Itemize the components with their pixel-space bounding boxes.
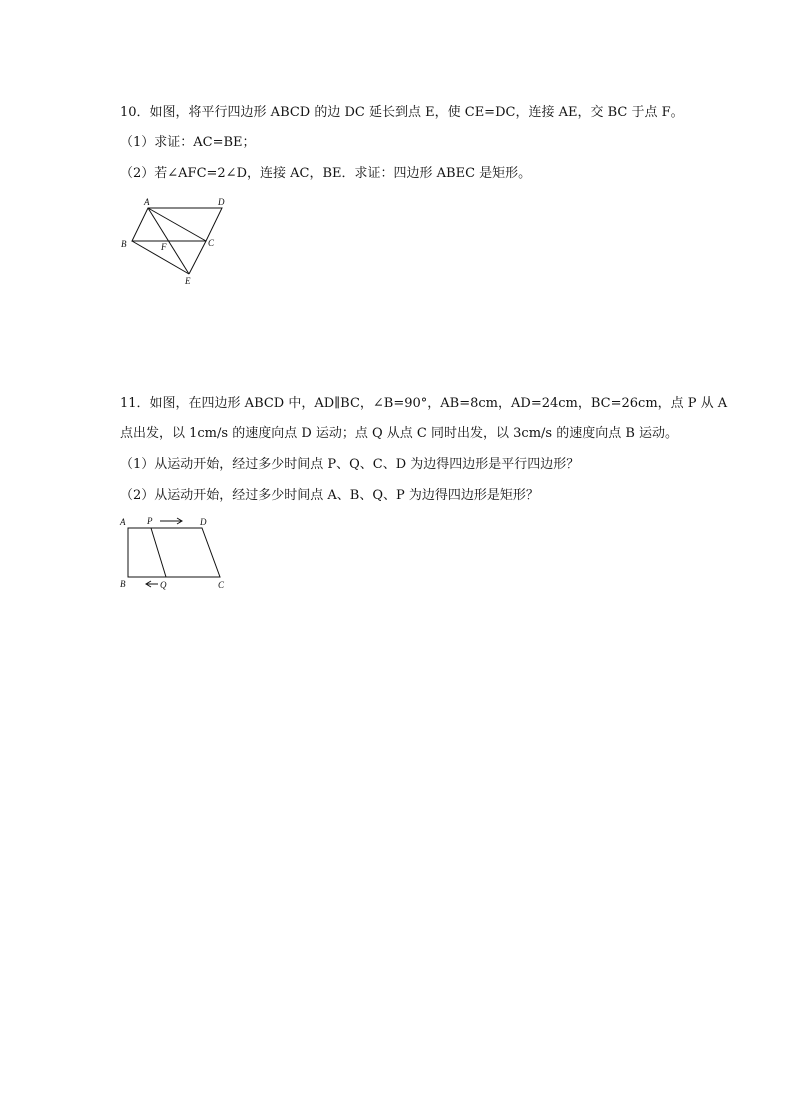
q11-label-b: B (120, 579, 126, 589)
q11-label-p: P (147, 516, 153, 526)
q10-label-a: A (144, 197, 150, 207)
q11-label-q: Q (160, 580, 167, 590)
q10-part2: （2）若∠AFC=2∠D，连接 AC，BE．求证：四边形 ABEC 是矩形。 (120, 166, 532, 181)
q11-part1: （1）从运动开始，经过多少时间点 P、Q、C、D 为边得四边形是平行四边形？ (120, 457, 580, 472)
q10-segment-ce (189, 241, 206, 274)
q10-label-e: E (185, 276, 191, 286)
q10-label-c: C (208, 238, 215, 248)
q10-label-f: F (161, 242, 167, 252)
q11-label-c: C (218, 580, 225, 590)
q11-label-d: D (200, 517, 207, 527)
q11-label-a: A (120, 517, 126, 527)
q10-figure (110, 192, 250, 292)
q11-part2: （2）从运动开始，经过多少时间点 A、B、Q、P 为边得四边形是矩形？ (120, 488, 539, 503)
q10-part1: （1）求证：AC=BE； (120, 135, 256, 150)
q11-segment-pq (151, 528, 166, 577)
q10-label-b: B (121, 239, 127, 249)
q10-label-d: D (218, 197, 225, 207)
q10-stem: 10．如图，将平行四边形 ABCD 的边 DC 延长到点 E，使 CE=DC，连接 AE，交 BC 于点 F。 (120, 105, 684, 120)
q10-segment-ac (148, 208, 206, 241)
q11-figure (110, 510, 240, 595)
q11-stem-line1: 11．如图，在四边形 ABCD 中，AD∥BC，∠B=90°，AB=8cm，AD=24cm，BC=26cm，点 P 从 A (120, 396, 728, 411)
q11-quadrilateral-abcd (128, 528, 220, 577)
q11-stem-line2: 点出发，以 1cm/s 的速度向点 D 运动；点 Q 从点 C 同时出发，以 3cm/s 的速度向点 B 运动。 (120, 426, 679, 441)
